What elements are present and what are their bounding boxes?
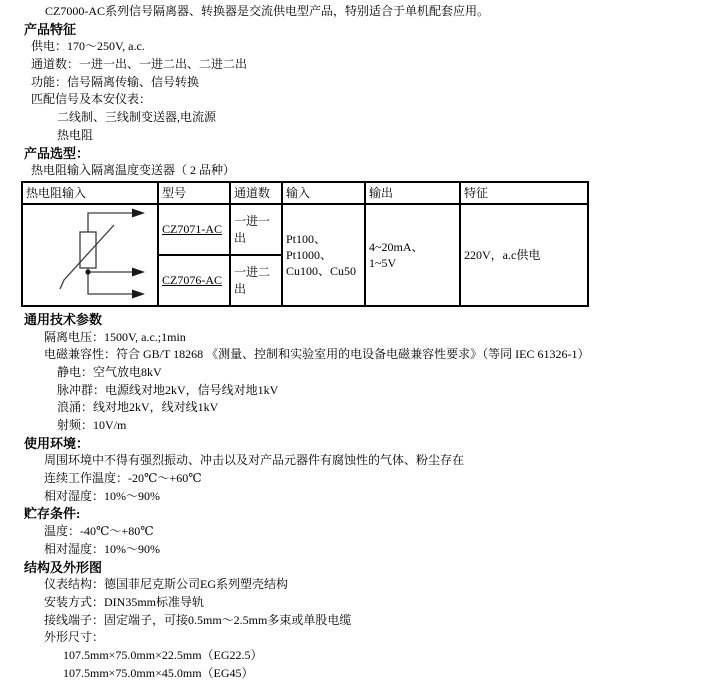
feature-item-matching: 匹配信号及本安仪表： bbox=[31, 92, 152, 107]
dimension-line-eg225: 107.5mm×75.0mm×22.5mm（EG22.5） bbox=[63, 647, 263, 662]
structure-item-dimensions-label: 外形尺寸： bbox=[44, 630, 105, 645]
structure-item-terminals: 接线端子：固定端子，可接0.5mm～2.5mm多束或单股电缆 bbox=[44, 612, 352, 627]
selection-table bbox=[21, 181, 589, 307]
table-row bbox=[22, 204, 588, 255]
junction-dot bbox=[85, 269, 90, 274]
channels-cell: 一进二出 bbox=[230, 255, 282, 306]
intro-paragraph: CZ7000-AC系列信号隔离器、转换器是交流供电型产品，特别适合于单机配套应用。 bbox=[45, 4, 490, 18]
structure-item-housing: 仪表结构：德国菲尼克斯公司EG系列塑壳结构 bbox=[44, 577, 288, 592]
col-header-model: 型号 bbox=[158, 182, 230, 204]
environment-item-temperature: 连续工作温度：-20℃～+60℃ bbox=[44, 471, 202, 486]
section-title-storage: 贮存条件: bbox=[24, 506, 81, 522]
input-line: Pt1000、 bbox=[286, 247, 333, 262]
arrow-bottom bbox=[132, 289, 145, 298]
feature-item-function: 功能：信号隔离传输、信号转换 bbox=[31, 74, 200, 89]
feature-cell: 220V，a.c供电 bbox=[460, 204, 588, 306]
model-cell bbox=[158, 255, 230, 306]
arrow-middle bbox=[132, 267, 145, 276]
dimension-line-eg45: 107.5mm×75.0mm×45.0mm（EG45） bbox=[63, 665, 254, 680]
output-line: 1~5V bbox=[369, 255, 397, 270]
feature-subitem-rtd: 热电阻 bbox=[57, 127, 94, 142]
col-header-rtd-input: 热电阻输入 bbox=[22, 182, 158, 204]
output-cell bbox=[365, 204, 460, 306]
section-title-tech: 通用技术参数 bbox=[24, 311, 103, 327]
model-cell bbox=[158, 204, 230, 255]
structure-item-mounting: 安装方式：DIN35mm标准导轨 bbox=[44, 594, 204, 609]
model-link-cz7076[interactable]: CZ7076-AC bbox=[162, 272, 222, 287]
rtd-diagram-cell bbox=[22, 204, 158, 306]
section-title-features: 产品特征 bbox=[24, 21, 77, 37]
col-header-channels: 通道数 bbox=[230, 182, 282, 204]
col-header-output: 输出 bbox=[365, 182, 460, 204]
feature-item-power: 供电：170～250V, a.c. bbox=[31, 39, 145, 54]
tech-subitem-esd: 静电：空气放电8kV bbox=[57, 364, 162, 379]
channels-cell: 一进一出 bbox=[230, 204, 282, 255]
section-title-selection: 产品选型： bbox=[24, 145, 90, 161]
section-title-environment: 使用环境： bbox=[24, 435, 90, 451]
environment-item-ambient: 周围环境中不得有强烈振动、冲击以及对产品元器件有腐蚀性的气体、粉尘存在 bbox=[44, 453, 465, 468]
input-cell bbox=[282, 204, 365, 306]
section-title-structure: 结构及外形图 bbox=[24, 559, 103, 575]
model-link-cz7071[interactable]: CZ7071-AC bbox=[162, 221, 222, 236]
col-header-feature: 特征 bbox=[460, 182, 588, 204]
tech-item-isolation: 隔离电压：1500V, a.c.;1min bbox=[44, 329, 186, 344]
tech-subitem-burst: 脉冲群：电源线对地2kV，信号线对地1kV bbox=[57, 382, 279, 397]
selection-subtitle: 热电阻输入隔离温度变送器（ 2 品种） bbox=[31, 163, 236, 178]
tech-subitem-rf: 射频：10V/m bbox=[57, 418, 127, 432]
storage-item-temperature: 温度：-40℃～+80℃ bbox=[44, 524, 154, 539]
tech-item-emc: 电磁兼容性：符合 GB/T 18268 《测量、控制和实验室用的电设备电磁兼容性要求》（等同 IEC 61326-1） bbox=[44, 347, 590, 362]
col-header-input: 输入 bbox=[282, 182, 365, 204]
feature-subitem-transmitters: 二线制、三线制变送器,电流源 bbox=[57, 110, 217, 125]
storage-item-humidity: 相对湿度：10%～90% bbox=[44, 541, 160, 556]
arrow-top bbox=[132, 208, 145, 217]
tech-subitem-surge: 浪涌：线对地2kV，线对线1kV bbox=[57, 400, 219, 415]
environment-item-humidity: 相对湿度：10%～90% bbox=[44, 488, 160, 503]
output-line: 4~20mA、 bbox=[369, 239, 424, 254]
input-line: Cu100、Cu50 bbox=[286, 263, 357, 278]
feature-item-channels: 通道数：一进一出、一进二出、二进二出 bbox=[31, 57, 248, 72]
selection-table-header-row bbox=[22, 182, 588, 204]
rtd-3wire-diagram bbox=[26, 206, 154, 300]
input-line: Pt100、 bbox=[286, 231, 327, 246]
